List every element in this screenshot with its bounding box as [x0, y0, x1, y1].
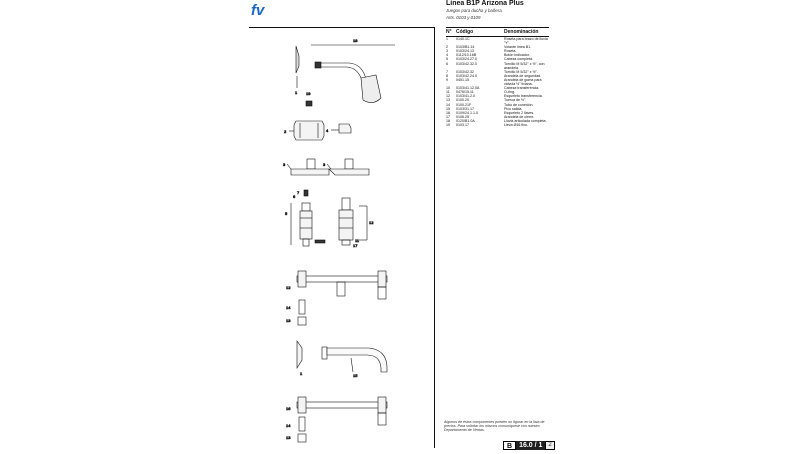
callout-16: 16	[286, 406, 291, 411]
wall-rosette	[296, 46, 299, 73]
row-code: 0100.21F	[456, 102, 472, 107]
rosettes-pair	[287, 159, 369, 175]
row-number: 18	[446, 118, 450, 123]
page-title: Línea B1P Arizona Plus	[446, 0, 524, 7]
row-code: 0109/24.1.1.0	[456, 110, 478, 115]
cartridge-left-body	[300, 211, 312, 239]
row-description: Tubo de conexión.	[504, 102, 534, 107]
valve-outlet	[337, 282, 345, 296]
row-description: Arandela de goma para válvula ½" liviana.	[504, 77, 542, 87]
nut-part	[298, 434, 306, 442]
screw-part	[304, 190, 308, 196]
row-number: 14	[446, 102, 450, 107]
button-part	[306, 101, 312, 106]
row-description: Roseta.	[504, 49, 517, 54]
rosette-left	[291, 169, 329, 175]
spout-inlet	[322, 347, 327, 359]
row-description: Volante línea B1.	[504, 45, 532, 50]
arm-thread	[315, 62, 321, 68]
callout-3b: 3	[323, 162, 326, 167]
callout-3a: 3	[283, 162, 286, 167]
row-number: 2	[446, 45, 448, 50]
callout-13a: 13	[286, 318, 291, 323]
cartridge-left-stem	[303, 239, 309, 246]
row-number: 16	[446, 110, 450, 115]
valve-left-port	[298, 397, 306, 413]
row-code: 0103/42.32.0	[456, 61, 477, 66]
parts-table	[446, 27, 549, 127]
row-code: 0103/B1.14	[456, 45, 475, 50]
connection-tube	[299, 300, 305, 314]
page-code-sub: 2	[545, 441, 554, 450]
callout-12b: 12	[286, 285, 291, 290]
connection-tube	[299, 417, 305, 431]
cartridge-right-top	[342, 198, 350, 210]
callout-14a: 14	[286, 305, 291, 310]
row-description: Roseta para brazo de lluvia "Y".	[504, 37, 548, 46]
valve-pipe	[297, 276, 387, 282]
cartridge-left-top	[302, 203, 310, 211]
valve-right-port	[378, 271, 386, 287]
rosette-left-neck	[307, 159, 315, 169]
shower-head	[361, 75, 381, 103]
footnote: Algunos de estos componentes pueden no figurar en la lista de precios. Para solicitar los mismos comuníquese con nuestro Departamento de Ventas.	[444, 420, 545, 433]
parts-table-body	[446, 37, 549, 127]
indicator-button	[339, 124, 351, 133]
row-number: 10	[446, 86, 450, 91]
cartridge-right-stem	[342, 240, 350, 245]
table-row	[446, 62, 549, 70]
callout-15: 15	[353, 373, 358, 378]
washer-part	[315, 240, 325, 243]
table-row	[446, 78, 549, 86]
valve-left-port	[298, 271, 306, 287]
exploded-drawing	[249, 28, 435, 449]
rosette-right	[329, 169, 369, 175]
nut-part	[298, 317, 306, 325]
row-number: 17	[446, 114, 450, 119]
volante-handle	[294, 121, 324, 140]
row-description: Esqueleto 2 llaves.	[504, 110, 535, 115]
spout-rosette	[297, 341, 302, 368]
handle-assembly	[289, 101, 351, 140]
valve-pipe	[297, 402, 387, 408]
callout-11: 11	[355, 238, 360, 243]
row-code: 0106.25	[456, 114, 469, 119]
row-number: 7	[446, 69, 448, 74]
row-number: 13	[446, 98, 450, 103]
shower-arm	[321, 63, 367, 80]
row-number: 11	[446, 90, 450, 95]
page-code-number: 16.0 / 1	[516, 441, 545, 450]
row-code: 0103.17	[456, 122, 469, 127]
spout	[327, 348, 387, 372]
leader-line-3a	[287, 164, 291, 169]
rosette-right-neck	[345, 159, 353, 169]
row-number: 5	[446, 57, 448, 62]
parts-table-header	[446, 27, 549, 37]
shower-arm-assembly	[296, 45, 395, 103]
col-number-header: N°	[446, 29, 452, 35]
page-subtitle: Juegos para ducha y bañera.	[446, 8, 503, 13]
valve-body-lower	[297, 397, 387, 442]
table-row	[446, 123, 549, 127]
row-code: 0103/41.2.0	[456, 94, 475, 99]
row-code: 0103/24.13	[456, 49, 474, 54]
valve-right-lower	[378, 413, 386, 425]
row-description: Pico salida.	[504, 106, 523, 111]
row-number: 12	[446, 94, 450, 99]
col-description-header: Denominación	[504, 29, 539, 35]
callout-1b: 1	[300, 371, 303, 376]
row-code: 0103/31.17	[456, 106, 474, 111]
callout-13b: 13	[286, 435, 291, 440]
row-description: Tornillo M 5/32" x ½".	[504, 69, 538, 74]
row-number: 4	[446, 53, 448, 58]
col-code-header: Código	[456, 29, 474, 35]
row-code: 0100.20	[456, 98, 469, 103]
row-code: 0103/24.27.0	[456, 57, 477, 62]
row-description: Lleva Ø16 fixo.	[504, 122, 528, 127]
callout-12: 12	[369, 220, 374, 225]
document-header	[446, 0, 556, 20]
row-description: Tuerca de ½".	[504, 98, 527, 103]
row-code: 0103/42.32	[456, 69, 474, 74]
row-code: 0103/42.24.0	[456, 73, 477, 78]
row-number: 1	[446, 37, 448, 41]
row-number: 19	[446, 122, 450, 127]
row-number: 3	[446, 49, 448, 54]
leader-line-3b	[327, 164, 331, 169]
row-code: 0451.15	[456, 77, 469, 82]
valve-right-lower	[378, 287, 386, 299]
callout-19: 19	[306, 91, 311, 96]
row-description: Lluvia articulada completa.	[504, 118, 547, 123]
row-number: 9	[446, 77, 448, 82]
row-code: 0112/10.16B	[456, 53, 477, 58]
row-description: Arandela de cierre.	[504, 114, 535, 119]
valve-body-upper	[297, 271, 387, 325]
callout-4: 4	[326, 128, 329, 133]
page-code-letter: B	[503, 441, 516, 450]
row-number: 6	[446, 61, 448, 66]
callout-1: 1	[295, 90, 298, 95]
row-code: 0103/41.12.0A	[456, 86, 480, 91]
page-code	[503, 441, 555, 450]
row-number: 15	[446, 106, 450, 111]
row-description: Cabeza completa.	[504, 57, 533, 62]
callout-17: 17	[353, 243, 358, 248]
leader-line-15	[351, 358, 353, 372]
row-description: Esqueleto transferencia.	[504, 94, 543, 99]
row-description: O-ring.	[504, 90, 515, 95]
row-code: 0120/B1.0A	[456, 118, 475, 123]
callout-18: 18	[353, 38, 358, 43]
spout-assembly	[297, 341, 387, 372]
row-code: 0476/15.11	[456, 90, 474, 95]
cartridge-right-body	[339, 210, 353, 240]
table-row	[446, 37, 549, 45]
row-description: Cabeza transferencia.	[504, 86, 540, 91]
row-description: Botón indicador.	[504, 53, 530, 58]
callout-6: 6	[293, 194, 296, 199]
fv-logo	[249, 1, 271, 19]
row-description: Tornillo M 5/32" x ½", con arandela.	[504, 61, 545, 70]
row-number: 8	[446, 73, 448, 78]
callout-7: 7	[297, 190, 300, 195]
fv-logo-text: fv	[251, 2, 265, 19]
row-code: 0140.1C	[456, 37, 470, 41]
callout-2: 2	[284, 129, 287, 134]
article-numbers: Arts. 0103 y 0109	[446, 15, 481, 20]
callout-5: 5	[285, 211, 288, 216]
exploded-drawing-frame	[249, 27, 435, 448]
callout-14b: 14	[286, 423, 291, 428]
valve-right-port	[378, 397, 386, 413]
row-description: Arandela de seguridad.	[504, 73, 542, 78]
